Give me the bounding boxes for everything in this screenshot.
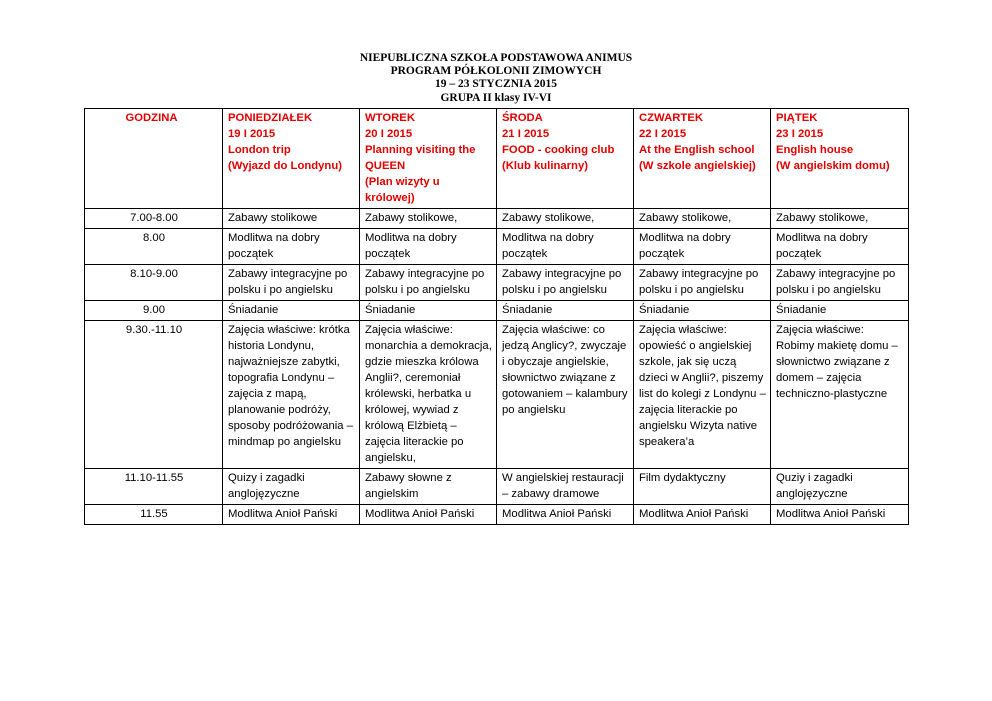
day-date: 19 I 2015 bbox=[228, 128, 276, 140]
schedule-row-1155 bbox=[85, 505, 909, 525]
activity-cell: Zajęcia właściwe: monarchia a demokracja, gdzie mieszka królowa Anglii?, ceremoniał królewski, herbatka u królowej, wywiad z królową Elżbietą – zajęcia literackie po angielsku, bbox=[360, 321, 497, 469]
day-name: WTOREK bbox=[365, 112, 415, 124]
activity-cell: Zabawy stolikowe bbox=[223, 209, 360, 229]
activity-cell: Śniadanie bbox=[634, 301, 771, 321]
title-line-program: PROGRAM PÓŁKOLONII ZIMOWYCH bbox=[390, 65, 602, 78]
day-date: 20 I 2015 bbox=[365, 128, 413, 140]
day-theme: FOOD - cooking club bbox=[502, 144, 615, 156]
activity-cell: Zabawy integracyjne po polsku i po angielsku bbox=[223, 265, 360, 301]
day-name: ŚRODA bbox=[502, 112, 543, 124]
activity-cell: Zajęcia właściwe: krótka historia Londynu, najważniejsze zabytki, topografia Londynu – zajęcia z mapą, planowanie podróży, sposoby podróżowania – mindmap po angielsku bbox=[223, 321, 360, 469]
schedule-row-0810 bbox=[85, 265, 909, 301]
activity-cell: Modlitwa Anioł Pański bbox=[771, 505, 909, 525]
activity-cell: Zabawy integracyjne po polsku i po angielsku bbox=[360, 265, 497, 301]
day-header-wednesday bbox=[497, 109, 634, 209]
activity-cell: Film dydaktyczny bbox=[634, 469, 771, 505]
activity-cell: Śniadanie bbox=[771, 301, 909, 321]
day-theme: London trip bbox=[228, 144, 291, 156]
time-cell: 9.30.-11.10 bbox=[85, 321, 223, 469]
activity-cell: Modlitwa na dobry początek bbox=[223, 229, 360, 265]
activity-cell: Modlitwa Anioł Pański bbox=[497, 505, 634, 525]
day-date: 21 I 2015 bbox=[502, 128, 550, 140]
activity-cell: Zabawy integracyjne po polsku i po angielsku bbox=[771, 265, 909, 301]
day-theme: At the English school bbox=[639, 144, 755, 156]
day-header-tuesday bbox=[360, 109, 497, 209]
schedule-row-0930 bbox=[85, 321, 909, 469]
day-theme-pl: (Plan wizyty u królowej) bbox=[365, 176, 443, 204]
activity-cell: Zajęcia właściwe: co jedzą Anglicy?, zwyczaje i obyczaje angielskie, słownictwo związane z gotowaniem – kalambury po angielsku bbox=[497, 321, 634, 469]
activity-cell: Zabawy słowne z angielskim bbox=[360, 469, 497, 505]
day-name: PIĄTEK bbox=[776, 112, 818, 124]
day-theme-pl: (W szkole angielskiej) bbox=[639, 160, 756, 172]
activity-cell: Quizy i zagadki anglojęzyczne bbox=[223, 469, 360, 505]
activity-cell: Zajęcia właściwe: Robimy makietę domu – słownictwo związane z domem – zajęcia techniczno-plastyczne bbox=[771, 321, 909, 469]
day-header-friday bbox=[771, 109, 909, 209]
activity-cell: Modlitwa na dobry początek bbox=[771, 229, 909, 265]
activity-cell: Modlitwa Anioł Pański bbox=[223, 505, 360, 525]
document-title bbox=[0, 52, 992, 105]
header-row bbox=[85, 109, 909, 209]
day-header-monday bbox=[223, 109, 360, 209]
day-date: 23 I 2015 bbox=[776, 128, 824, 140]
activity-cell: Zabawy stolikowe, bbox=[634, 209, 771, 229]
title-line-group: GRUPA II klasy IV-VI bbox=[440, 91, 552, 104]
time-cell: 7.00-8.00 bbox=[85, 209, 223, 229]
time-cell: 9.00 bbox=[85, 301, 223, 321]
time-cell: 8.10-9.00 bbox=[85, 265, 223, 301]
activity-cell: Zabawy integracyjne po polsku i po angielsku bbox=[634, 265, 771, 301]
day-date: 22 I 2015 bbox=[639, 128, 687, 140]
activity-cell: Śniadanie bbox=[223, 301, 360, 321]
day-theme-pl: (Klub kulinarny) bbox=[502, 160, 588, 172]
title-line-school: NIEPUBLICZNA SZKOŁA PODSTAWOWA ANIMUS bbox=[359, 52, 633, 64]
day-theme: English house bbox=[776, 144, 854, 156]
day-name: CZWARTEK bbox=[639, 112, 704, 124]
schedule-row-0800 bbox=[85, 229, 909, 265]
time-cell: 11.55 bbox=[85, 505, 223, 525]
day-theme: Planning visiting the QUEEN bbox=[365, 144, 479, 172]
activity-cell: Zajęcia właściwe: opowieść o angielskiej szkole, jak się uczą dzieci w Anglii?, piszemy list do kolegi z Londynu – zajęcia literackie po angielsku Wizyta native speakera’a bbox=[634, 321, 771, 469]
activity-cell: Zabawy integracyjne po polsku i po angielsku bbox=[497, 265, 634, 301]
schedule-row-1110 bbox=[85, 469, 909, 505]
activity-cell: Zabawy stolikowe, bbox=[771, 209, 909, 229]
activity-cell: Zabawy stolikowe, bbox=[360, 209, 497, 229]
schedule-row-0700 bbox=[85, 209, 909, 229]
day-theme-pl: (W angielskim domu) bbox=[776, 160, 890, 172]
activity-cell: Zabawy stolikowe, bbox=[497, 209, 634, 229]
time-column-header: GODZINA bbox=[85, 109, 223, 209]
time-cell: 11.10-11.55 bbox=[85, 469, 223, 505]
time-cell: 8.00 bbox=[85, 229, 223, 265]
day-theme-pl: (Wyjazd do Londynu) bbox=[228, 160, 343, 172]
activity-cell: W angielskiej restauracji – zabawy dramowe bbox=[497, 469, 634, 505]
activity-cell: Modlitwa na dobry początek bbox=[634, 229, 771, 265]
activity-cell: Śniadanie bbox=[497, 301, 634, 321]
activity-cell: Quziy i zagadki anglojęzyczne bbox=[771, 469, 909, 505]
activity-cell: Modlitwa na dobry początek bbox=[360, 229, 497, 265]
activity-cell: Modlitwa na dobry początek bbox=[497, 229, 634, 265]
schedule-table bbox=[84, 108, 909, 525]
day-name: PONIEDZIAŁEK bbox=[228, 112, 313, 124]
activity-cell: Modlitwa Anioł Pański bbox=[360, 505, 497, 525]
day-header-thursday bbox=[634, 109, 771, 209]
title-line-dates: 19 – 23 STYCZNIA 2015 bbox=[434, 78, 558, 91]
schedule-row-0900 bbox=[85, 301, 909, 321]
activity-cell: Modlitwa Anioł Pański bbox=[634, 505, 771, 525]
activity-cell: Śniadanie bbox=[360, 301, 497, 321]
